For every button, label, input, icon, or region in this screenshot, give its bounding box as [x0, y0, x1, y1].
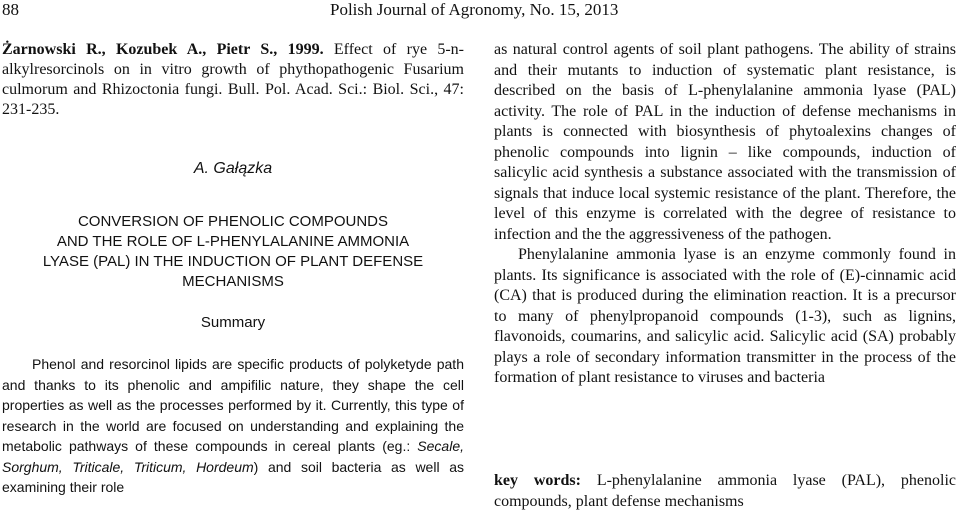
summary-paragraph [2, 354, 464, 498]
reference-authors: Żarnowski R., Kozubek A., Pietr S., 1999. [2, 41, 324, 58]
right-column-body [494, 40, 956, 389]
journal-header: Polish Journal of Agronomy, No. 15, 2013 [330, 0, 619, 19]
title-line: LYASE (PAL) IN THE INDUCTION OF PLANT DEFENSE [42, 253, 424, 270]
summary-body [2, 354, 464, 498]
keywords [494, 470, 956, 512]
body-paragraph-1: as natural control agents of soil plant pathogens. The ability of strains and their mutants to induction of systematic plant resistance, is described on the basis of L-phenylalanine ammonia lyase (PAL) activity. The role of PAL in the induction of defense mechanisms in plants is connected with biosynthesis of phytoalexins changes of phenolic compounds into lignin – like compounds, induction of salicylic acid synthesis a substance associated with the transmission of signals that induce local systemic resistance of the plant. Therefore, the level of this enzyme is correlated with the degree of resistance to infection and the the aggressiveness of the pathogen. [494, 41, 956, 243]
page-number: 88 [2, 0, 19, 19]
summary-heading: Summary [200, 314, 266, 331]
summary-italic-species: Secale, Sorghum, Triticale, Triticum, Hordeum [2, 438, 464, 475]
article-author: A. Gałązka [193, 160, 273, 177]
title-line: CONVERSION OF PHENOLIC COMPOUNDS [77, 213, 389, 230]
summary-tail: ) and soil bacteria as well as examining their role [2, 458, 464, 495]
keywords-text: L-phenylalanine ammonia lyase (PAL), phenolic compounds, plant defense mechanisms [494, 472, 957, 510]
keywords-label: key words: [494, 472, 581, 489]
reference-text: Effect of rye 5-n-alkylresorcinols on in vitro growth of phythopathogenic Fusarium culmorum and Rhizoctonia fungi. Bull. Pol. Acad. Sci.: Biol. Sci., 47: 231-235. [2, 41, 465, 118]
title-line: MECHANISMS [182, 273, 284, 290]
reference-entry [2, 40, 464, 120]
title-line: AND THE ROLE OF L-PHENYLALANINE AMMONIA [56, 233, 410, 250]
body-paragraph-2: Phenylalanine ammonia lyase is an enzyme commonly found in plants. Its significance is associated with the role of (E)-cinnamic acid (CA) that is produced during the elimination reaction. It is a precursor to many of phenylpropanoid compounds (1-3), such as lignins, flavonoids, coumarins, and salicylic acid. Salicylic acid (SA) probably plays a role of secondary information transmitter in the process of the formation of plant resistance to viruses and bacteria [494, 246, 956, 386]
summary-text: Phenol and resorcinol lipids are specific products of polyketyde path and thanks to its phenolic and ampifilic nature, they shape the cell properties as well as the processes performed by it. Currently, this type of research in the world are focused on understanding and explaining the metabolic pathways of these compounds in cereal plants (eg.: [2, 356, 464, 454]
article-title [2, 212, 464, 292]
